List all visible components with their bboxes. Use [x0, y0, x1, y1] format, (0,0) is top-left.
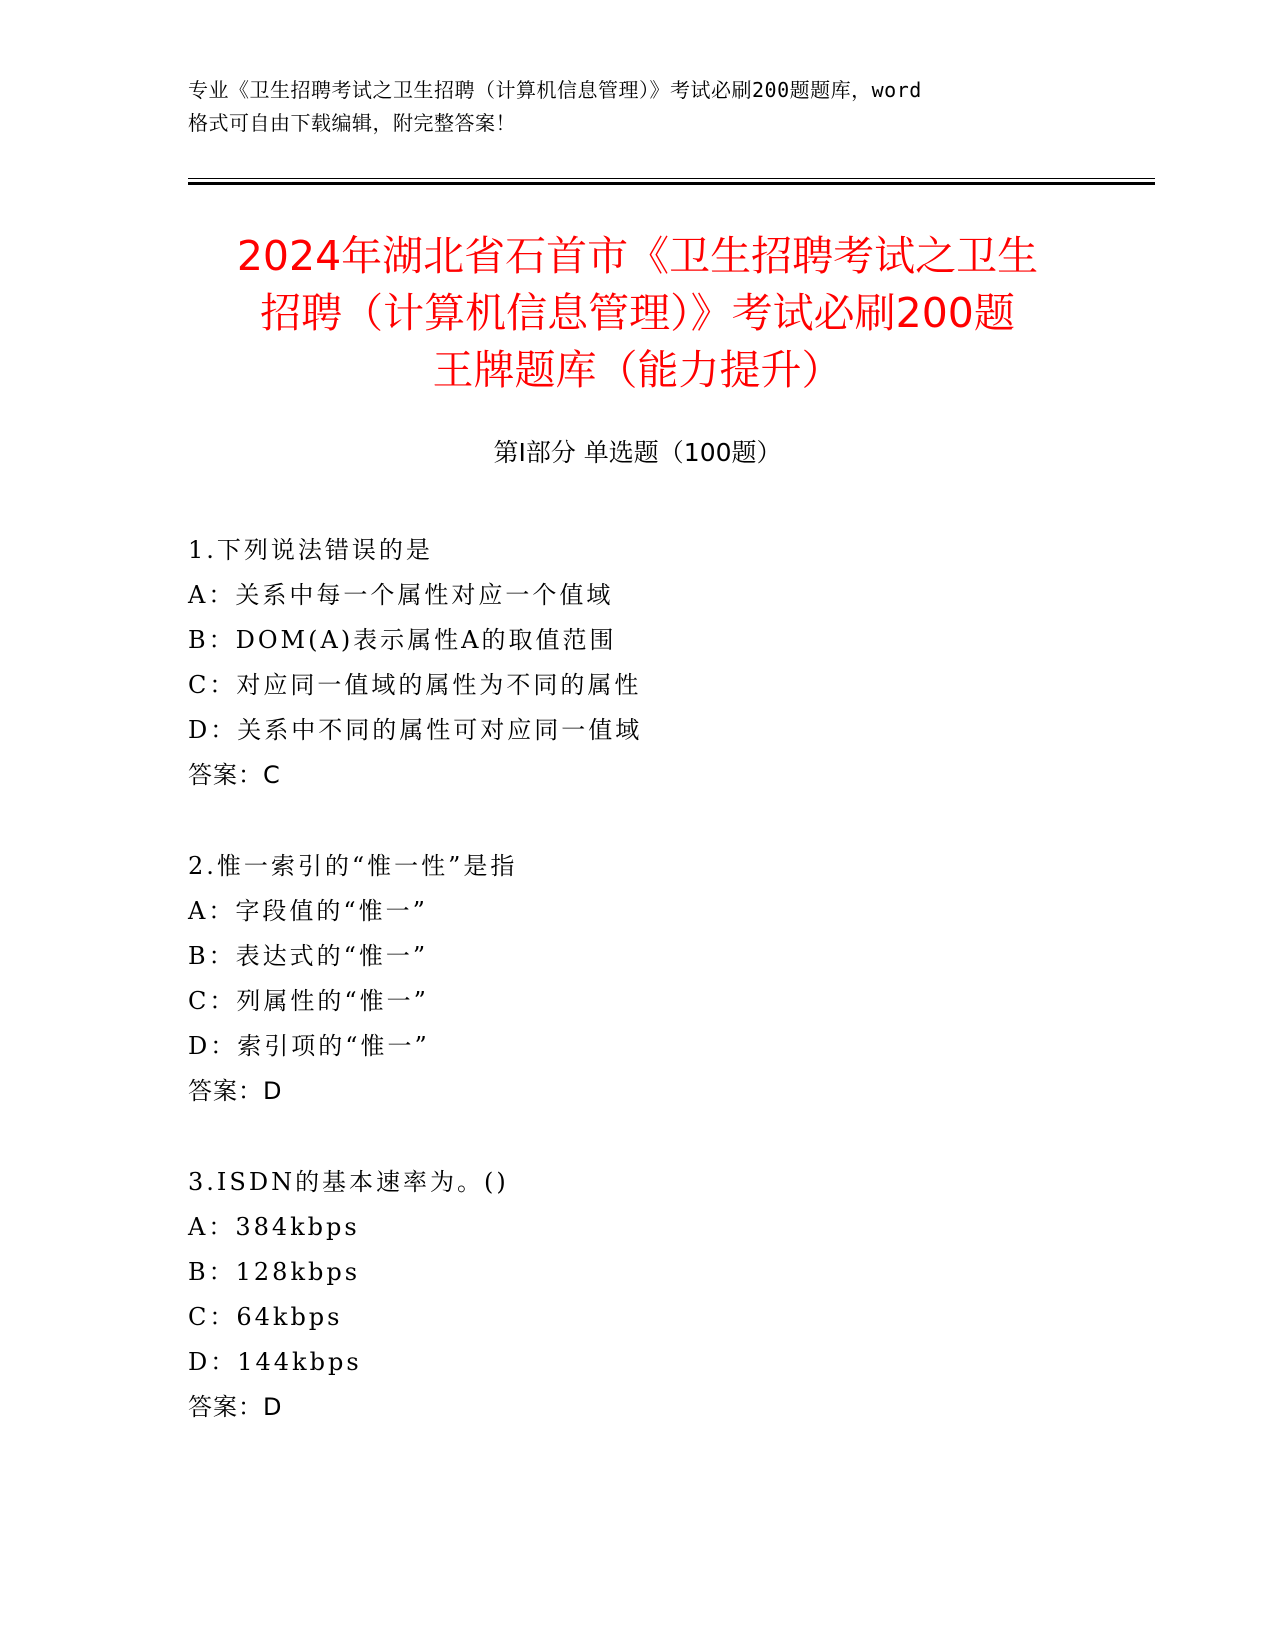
- question-item: [188, 844, 1148, 1114]
- section-title: 第Ⅰ部分 单选题（100题）: [493, 438, 782, 467]
- option-c: C：对应同一值域的属性为不同的属性: [188, 671, 642, 699]
- question-stem: 1.下列说法错误的是: [188, 536, 433, 564]
- header-note-line-1: 专业《卫生招聘考试之卫生招聘（计算机信息管理）》考试必刷200题题库，word: [188, 78, 922, 102]
- document-title: [150, 228, 1125, 399]
- document-title-line-1: 2024年湖北省石首市《卫生招聘考试之卫生: [236, 232, 1039, 280]
- header-note-line-2: 格式可自由下载编辑，附完整答案！: [188, 111, 516, 135]
- option-b: B：DOM(A)表示属性A的取值范围: [188, 626, 617, 654]
- document-title-line-2: 招聘（计算机信息管理）》考试必刷200题: [260, 289, 1015, 337]
- option-c: C：列属性的“惟一”: [188, 987, 429, 1015]
- question-stem: 2.惟一索引的“惟一性”是指: [188, 852, 518, 880]
- option-a: A：关系中每一个属性对应一个值域: [188, 581, 614, 609]
- question-stem: 3.ISDN的基本速率为。(): [188, 1168, 509, 1196]
- header-divider-thin: [188, 178, 1155, 179]
- option-a: A：384kbps: [188, 1213, 360, 1241]
- question-item: [188, 528, 1148, 798]
- option-d: D：关系中不同的属性可对应同一值域: [188, 716, 643, 744]
- answer: 答案：C: [188, 761, 281, 789]
- option-c: C：64kbps: [188, 1303, 343, 1331]
- option-d: D：索引项的“惟一”: [188, 1032, 430, 1060]
- answer: 答案：D: [188, 1393, 283, 1421]
- header-note: [188, 74, 1088, 140]
- question-list: [188, 528, 1148, 1476]
- option-b: B：表达式的“惟一”: [188, 942, 429, 970]
- header-divider-thick: [188, 182, 1155, 185]
- document-title-line-3: 王牌题库（能力提升）: [432, 346, 843, 394]
- option-d: D：144kbps: [188, 1348, 362, 1376]
- option-b: B：128kbps: [188, 1258, 361, 1286]
- question-item: [188, 1160, 1148, 1430]
- option-a: A：字段值的“惟一”: [188, 897, 428, 925]
- answer: 答案：D: [188, 1077, 283, 1105]
